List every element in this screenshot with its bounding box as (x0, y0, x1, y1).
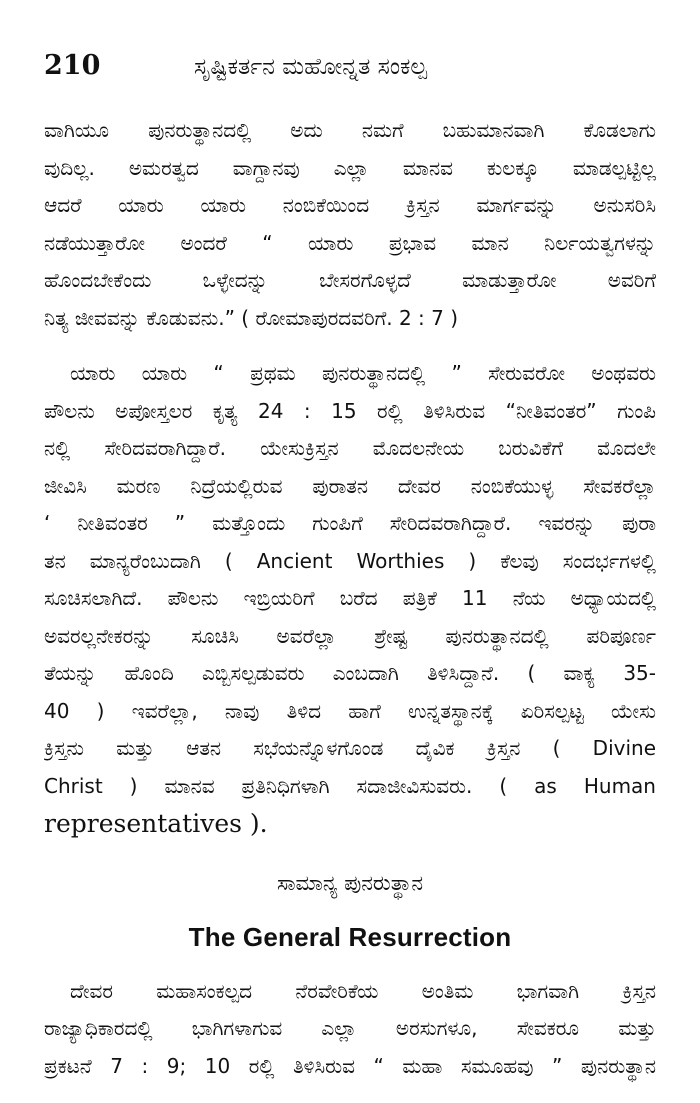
text-line: ವುದಿಲ್ಲ. ಅಮರತ್ವದ ವಾಗ್ದಾನವು ಎಲ್ಲಾ ಮಾನವ ಕುಲಕ್ಕೂ ಮಾಡಲ್ಪಟ್ಟಿಲ್ಲ (44, 155, 656, 180)
section-heading-kannada: ಸಾಮಾನ್ಯ ಪುನರುತ್ಥಾನ (276, 870, 424, 895)
section-heading-english: The General Resurrection (188, 921, 512, 952)
text-line: Christ ) ಮಾನವ ಪ್ರತಿನಿಧಿಗಳಾಗಿ ಸದಾಜೀವಿಸುವರು. ( as Human (44, 773, 656, 798)
text-line: ನಿತ್ಯ ಜೀವವನ್ನು ಕೊಡುವನು.” ( ರೋಮಾಪುರದವರಿಗೆ. 2 : 7 ) (44, 305, 459, 330)
text-line: ನಲ್ಲಿ ಸೇರಿದವರಾಗಿದ್ದಾರೆ. ಯೇಸುಕ್ರಿಸ್ತನ ಮೊದಲನೇಯ ಬರುವಿಕೆಗೆ ಮೊದಲೇ (44, 436, 656, 460)
text-line: ಜೀವಿಸಿ ಮರಣ ನಿದ್ರೆಯಲ್ಲಿರುವ ಪುರಾತನ ದೇವರ ನಂಬಿಕೆಯುಳ್ಳ ಸೇವಕರೆಲ್ಲಾ (44, 473, 656, 498)
text-line: ‘ ನೀತಿವಂತರ ” ಮತ್ತೊಂದು ಗುಂಪಿಗೆ ಸೇರಿದವರಾಗಿದ್ದಾರೆ. ಇವರನ್ನು ಪುರಾ (44, 511, 656, 535)
text-line: ಆದರೆ ಯಾರು ಯಾರು ನಂಬಿಕೆಯಿಂದ ಕ್ರಿಸ್ತನ ಮಾರ್ಗವನ್ನು ಅನುಸರಿಸಿ (44, 193, 656, 217)
text-line: ತನ ಮಾನ್ಯರೆಂಬುದಾಗಿ ( Ancient Worthies ) ಕೆಲವು ಸಂದರ್ಭಗಳಲ್ಲಿ (44, 548, 656, 573)
body-text (44, 112, 656, 1103)
text-line: ಯಾರು ಯಾರು “ ಪ್ರಥಮ ಪುನರುತ್ಥಾನದಲ್ಲಿ ” ಸೇರುವರೋ ಅಂಥವರು (70, 361, 656, 385)
text-line: ದೇವರ ಮಹಾಸಂಕಲ್ಪದ ನೆರವೇರಿಕೆಯ ಅಂತಿಮ ಭಾಗವಾಗಿ ಕ್ರಿಸ್ತನ (70, 978, 656, 1003)
text-line: ಸೂಚಿಸಲಾಗಿದೆ. ಪೌಲನು ಇಬ್ರಿಯರಿಗೆ ಬರೆದ ಪತ್ರಿಕೆ 11 ನೆಯ ಅಧ್ಯಾಯದಲ್ಲಿ (44, 586, 656, 610)
text-line: ರಾಜ್ಯಾಧಿಕಾರದಲ್ಲಿ ಭಾಗಿಗಳಾಗುವ ಎಲ್ಲಾ ಅರಸುಗಳೂ, ಸೇವಕರೂ ಮತ್ತು (44, 1016, 656, 1040)
page-number: 210 (44, 50, 101, 81)
text-line: 40 ) ಇವರೆಲ್ಲಾ, ನಾವು ತಿಳಿದ ಹಾಗೆ ಉನ್ನತಸ್ಥಾನಕ್ಕೆ ಏರಿಸಲ್ಪಟ್ಟ ಯೇಸು (44, 698, 656, 723)
text-line: ವಾಗಿಯೂ ಪುನರುತ್ಥಾನದಲ್ಲಿ ಅದು ನಮಗೆ ಬಹುಮಾನವಾಗಿ ಕೊಡಲಾಗು (44, 118, 656, 142)
text-line: ತೆಯನ್ನು ಹೊಂದಿ ಎಬ್ಬಿಸಲ್ಪಡುವರು ಎಂಬದಾಗಿ ತಿಳಿಸಿದ್ದಾನೆ. ( ವಾಕ್ಯ 35- (44, 661, 656, 685)
running-title: ಸೃಷ್ಟಿಕರ್ತನ ಮಹೋನ್ನತ ಸಂಕಲ್ಪ (194, 54, 428, 80)
text-line: ಪೌಲನು ಅಪೋಸ್ತಲರ ಕೃತ್ಯ 24 : 15 ರಲ್ಲಿ ತಿಳಿಸಿರುವ “ನೀತಿವಂತರ” ಗುಂಪಿ (44, 398, 656, 423)
paragraph-3 (44, 973, 656, 1086)
paragraph-1 (44, 112, 656, 337)
text-line: ಅವರಲ್ಲನೇಕರನ್ನು ಸೂಚಿಸಿ ಅವರೆಲ್ಲಾ ಶ್ರೇಷ್ಟ ಪುನರುತ್ಥಾನದಲ್ಲಿ ಪರಿಪೂರ್ಣ (44, 623, 656, 648)
paragraph-2 (44, 355, 656, 843)
text-line: ನಡೆಯುತ್ತಾರೋ ಅಂದರೆ “ ಯಾರು ಪ್ರಭಾವ ಮಾನ ನಿರ್ಲಯತ್ವಗಳನ್ನು (44, 230, 656, 255)
text-line: ಪ್ರಕಟನೆ 7 : 9; 10 ರಲ್ಲಿ ತಿಳಿಸಿರುವ “ ಮಹಾ ಸಮೂಹವು ” ಪುನರುತ್ಥಾನ (44, 1053, 656, 1078)
text-line: ಹೊಂದಬೇಕೆಂದು ಒಳ್ಳೇದನ್ನು ಬೇಸರಗೊಳ್ಳದೆ ಮಾಡುತ್ತಾರೋ ಅವರಿಗೆ (44, 268, 656, 292)
page-header (44, 50, 656, 90)
text-line: representatives ). (44, 809, 268, 838)
text-line: ಕ್ರಿಸ್ತನು ಮತ್ತು ಆತನ ಸಭೆಯನ್ನೊಳಗೊಂಡ ದೈವಿಕ ಕ್ರಿಸ್ತನ ( Divine (44, 736, 656, 760)
